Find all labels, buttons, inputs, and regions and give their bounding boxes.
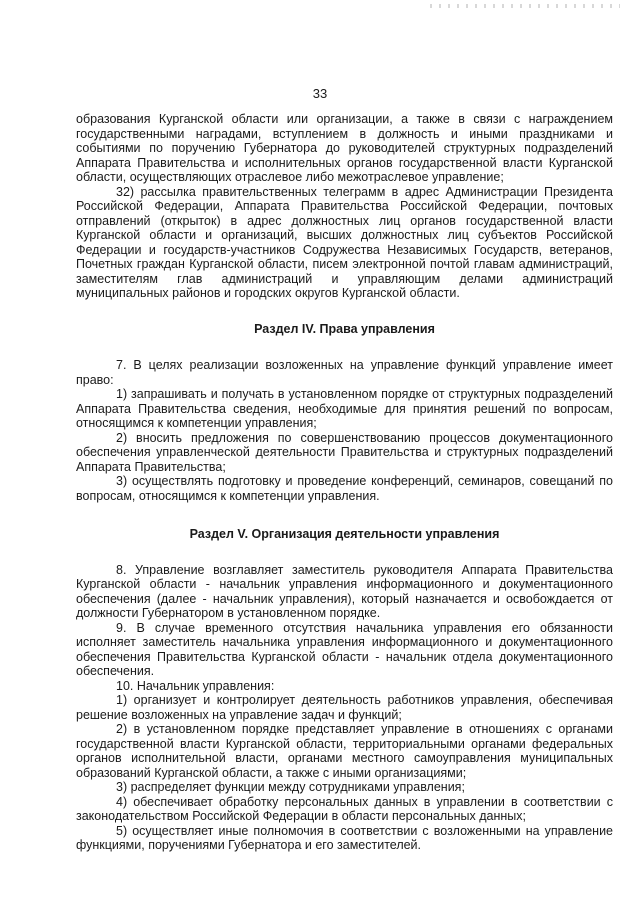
paragraph-item-8: 8. Управление возглавляет заместитель руководителя Аппарата Правительства Курганской области - начальник управления информационного и документационного обеспечения (далее - начальник управления), который назначается и освобождается от должности Губернатором в установленном порядке. [76,562,613,620]
page-number: 33 [312,86,328,101]
paragraph-item-9: 9. В случае временного отсутствия начальника управления его обязанности исполняет заместитель начальника управления информационного и документационного обеспечения Правительства Курганской области - начальник отдела документационного обеспечения. [76,620,613,678]
paragraph-item-32: 32) рассылка правительственных телеграмм в адрес Администрации Президента Российской Федерации, Аппарата Правительства Российской Федерации, почтовых отправлений (открыток) в адрес должностных лиц органов государственной власти Курганской области и организаций, высших должностных лиц субъектов Российской Федерации и государств-участников Содружества Независимых Государств, ветеранов, Почетных граждан Курганской области, писем электронной почтой главам администраций, заместителям глав администраций и управляющим делами администраций муниципальных районов и городских округов Курганской области. [76,184,613,300]
paragraph-subitem: 4) обеспечивает обработку персональных данных в управлении в соответствии с законодательством Российской Федерации в области персональных данных; [76,794,613,823]
paragraph-subitem: 5) осуществляет иные полномочия в соответствии с возложенными на управление функциями, поручениями Губернатора и его заместителей. [76,823,613,852]
paragraph-subitem: 1) организует и контролирует деятельность работников управления, обеспечивая решение возложенных на управление задач и функций; [76,693,613,722]
paragraph-subitem: 3) осуществлять подготовку и проведение конференций, семинаров, совещаний по вопросам, относящимся к компетенции управления. [76,474,613,503]
scan-artifact-marks [430,4,620,8]
paragraph-continuation: образования Курганской области или организации, а также в связи с награждением государственными наградами, вступлением в должность и иными праздниками и событиями по поручению Губернатора до руководителей структурных подразделений Аппарата Правительства и исполнительных органов государственной власти Курганской области, осуществляющих отраслевое либо межотраслевое управление; [76,112,613,184]
document-body [76,112,613,853]
paragraph-subitem: 1) запрашивать и получать в установленном порядке от структурных подразделений Аппарата Правительства сведения, необходимые для принятия решений по вопросам, относящимся к компетенции управления; [76,387,613,430]
paragraph-subitem: 2) вносить предложения по совершенствованию процессов документационного обеспечения управленческой деятельности Правительства и структурных подразделений Аппарата Правительства; [76,430,613,474]
paragraph-item-7: 7. В целях реализации возложенных на управление функций управление имеет право: [76,358,613,387]
paragraph-item-10: 10. Начальник управления: [116,678,275,693]
section-4-heading: Раздел IV. Права управления [254,321,435,336]
section-5-heading: Раздел V. Организация деятельности управления [189,527,500,541]
paragraph-subitem: 2) в установленном порядке представляет управление в отношениях с органами государственной власти Курганской области, территориальными органами федеральных органов исполнительной власти, органами местного самоуправления муниципальных образований Курганской области, а также с иными организациями; [76,722,613,780]
paragraph-subitem: 3) распределяет функции между сотрудниками управления; [116,780,465,794]
